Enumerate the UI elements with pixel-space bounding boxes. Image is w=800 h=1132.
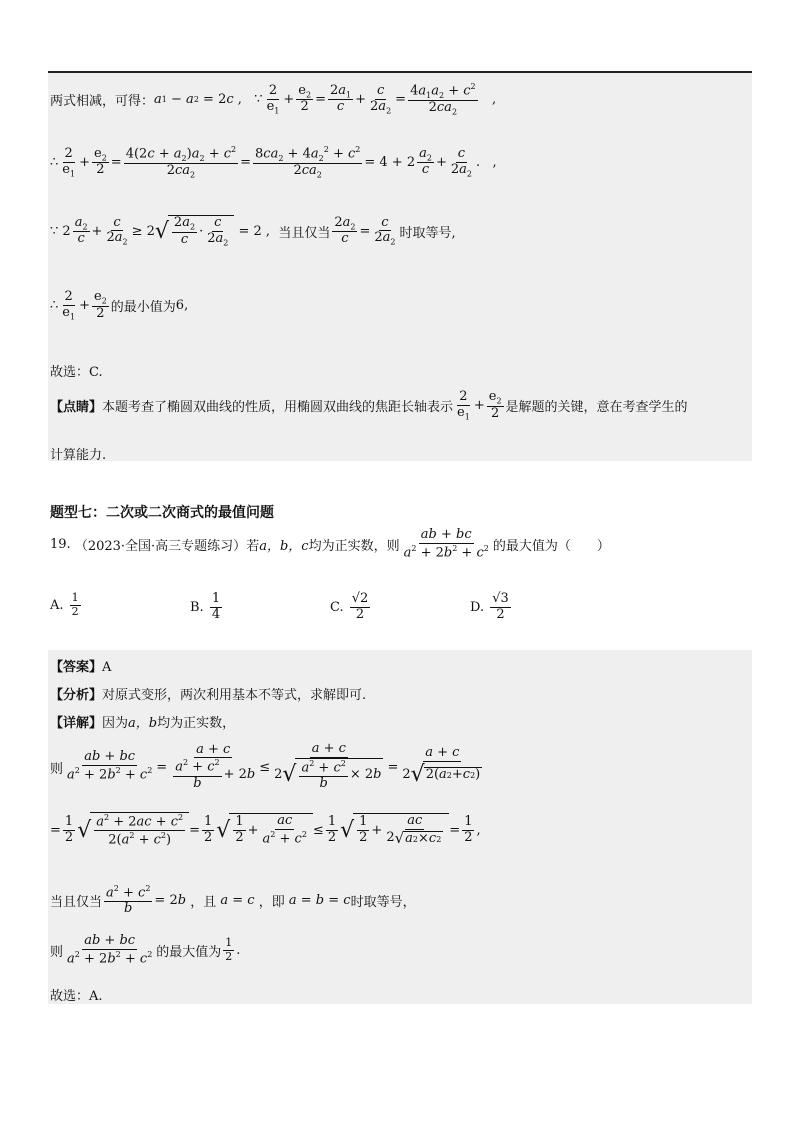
- answer-line: 【答案】A: [50, 660, 112, 675]
- derivation-line-1: 两式相减，可得： a 1 − a 2 = 2 c , ∵ $\frac{2}{e_1}$ + $\frac{e_2}{2}$ = $\frac{2a_1}{c}$ + $\frac{c}{2a_2}$ = $\frac{4a_1a_2 + c^2}{2ca_2}$ ,: [50, 82, 497, 117]
- analysis-line: 【分析】对原式变形，两次利用基本不等式，求解即可.: [50, 688, 367, 703]
- question-source: （2023·全国·高三专题练习）: [74, 539, 247, 555]
- answer-choice-a: 故选：A.: [50, 989, 103, 1004]
- derivation-line-2: ∴ $\frac{2}{e_1}$ + $\frac{e_2}{2}$ = $\frac{4(2c + a_2)a_2 + c^2}{2ca_2}$ = $\frac{8ca_2 + 4a_2^2 + c^2}{2ca_2}$ = 4 + 2 $\frac{a_2}{c}$ + $\frac{c}{2a_2}$ . ,: [50, 145, 497, 180]
- comment-line-2: 计算能力.: [50, 448, 107, 463]
- detail-line: 【详解】因为a，b均为正实数，: [50, 716, 236, 731]
- solution-derivation-2: = $\frac{1}{2}$ √ $\frac{a^2 + 2ac + c^2}{2(a^2 + c^2)}$ = $\frac{1}{2}$ √ $\frac{1}{2}$ + $\frac{ac}{a^2 + c^2}$ ≤ $\frac{1}{2}$ √ $\frac{1}{2}$ + ac 2 √ a 2 × c 2 = $\frac{1}{2}$ ,: [50, 813, 481, 848]
- option-b[interactable]: B. $\frac{1}{4}$: [190, 591, 221, 622]
- comment-line: 【点睛】 本题考查了椭圆双曲线的性质，用椭圆双曲线的焦距长轴表示 $\frac{2}{e_1}$ + $\frac{e_2}{2}$ 是解题的关键，意在考查学生的: [50, 389, 688, 422]
- comment-tag: 【点睛】: [50, 400, 103, 416]
- solution-derivation-1: 则 $\frac{ab + bc}{a^2 + 2b^2 + c^2}$ = a + c $\frac{a^2 + c^2}{b}$ + 2 b ≤ a + c 2 √ $\frac{a^2 + c^2}{b}$ × 2 b = a + c 2 √ 2( a 2 + c 2 ): [50, 741, 481, 792]
- option-c[interactable]: C. $\frac{√2}{2}$: [330, 591, 369, 622]
- equality-condition-prefix: 当且仅当: [278, 225, 331, 241]
- equality-condition-suffix: 时取等号,: [399, 225, 456, 241]
- derivation-line-3: ∵ 2 $\frac{a_2}{c}$ + $\frac{c}{2a_2}$ ≥ 2 √ $\frac{2a_2}{c}$ · $\frac{c}{2a_2}$ = 2 , 当且仅当 $\frac{2a_2}{c}$ = $\frac{c}{2a_2}$ 时取等号,: [50, 214, 456, 248]
- question-number: 19.: [50, 537, 71, 553]
- section-heading: 题型七：二次或二次商式的最值问题: [50, 505, 274, 521]
- answer-choice-c: 故选：C.: [50, 365, 103, 380]
- line1-lead: 两式相减，可得：: [50, 93, 155, 109]
- solution-final: 则 $\frac{ab + bc}{a^2 + 2b^2 + c^2}$ 的最大值为 $\frac{1}{2}$ .: [50, 933, 241, 967]
- derivation-line-4: ∴ $\frac{2}{e_1}$ + $\frac{e_2}{2}$ 的最小值为 6 ,: [50, 289, 189, 322]
- minimum-value: 6: [175, 298, 185, 314]
- question-19: 19. （2023·全国·高三专题练习） 若 a，b，c 均为正实数，则 $\frac{ab + bc}{a^2 + 2b^2 + c^2}$ 的最大值为（ ）: [50, 527, 610, 561]
- option-d[interactable]: D. $\frac{√3}{2}$: [470, 591, 509, 622]
- solution-equality-condition: 当且仅当 $\frac{a^2 + c^2}{b}$ = 2 b ，且 a = c ，即 a = b = c 时取等号，: [50, 884, 416, 917]
- answer-value: A: [102, 660, 112, 675]
- option-a[interactable]: A. $\frac{1}{2}$: [50, 591, 79, 618]
